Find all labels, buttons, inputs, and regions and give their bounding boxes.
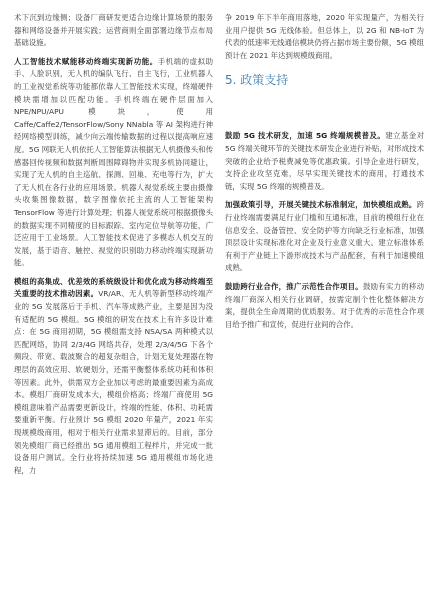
left-column (14, 12, 213, 584)
right-column (225, 12, 424, 584)
paragraph-body: 跨行业终端需要满足行业门槛和互通标准，目前的模组行业在信息安全、设备管控、安全防护等方向缺乏行业标准，加强顶层设计实现标准化对企业及行业意义重大。建立标准体系有利于产业链上下游形成技术与产品配套，有利于加速模组成熟。 (225, 200, 424, 273)
paragraph-body: VR/AR、无人机等新型移动终端产业的 5G 发展落后于手机、汽车等成熟产业，主要是因为没有适配的 5G 模组。5G 模组的研发在技术上有许多设计难点：在 5G 商用初期，5G 模组需支持 NSA/SA 两种模式以匹配网络，协同 2/3/4G 网络共存，处理 2/3/4/5G 下各个频段、带宽、载波聚合的超复杂组合，计划无复处理器在物理层的高效应用、软硬划分，还需平衡整体系统功耗和体积等因素。此外，供需双方企业加以考虑的最重要因素为高成本。模组厂商研发成本大，模组价格高；终端厂商使用 5G 模组意味着产品需要更新设计，终端的性能、体积、功耗需要重新平衡。行业预计 5G 模组 2020 年量产，2021 年实现规模级商用，相对于相关行业需求显滞后的。目前，部分领先模组厂商已经推出 5G 通用模组工程样片，并完成一批设备用户测试。全行业将持续加速 5G 通用模组市场化进程，力 (14, 289, 213, 475)
paragraph-lead: 鼓励跨行业合作，推广示范性合作项目。 (225, 281, 363, 291)
paragraph (225, 130, 424, 193)
paragraph-body: 争 2019 年下半年商用落地，2020 年实现量产，为相关行业用户提供 5G 无线体验。但总体上，以 2G 和 NB-IoT 为代表的低速率无线通信模块仍将占据市场主要份额，5G 模组预计在 2021 年达到规模级商用。 (225, 13, 424, 60)
paragraph-lead: 模组的高集成、优差效的系统级设计和优化成为移动终端至关重要的技术推动因素。 (14, 276, 213, 299)
paragraph-lead: 人工智能技术赋能移动终端实现新功能。 (14, 56, 158, 66)
paragraph (14, 12, 213, 50)
paragraph-body: 建立基金对 5G 终端关键环节的关键技术研发企业进行补贴，对形成技术突破的企业给予税费减免等优惠政策。引导企业进行研发，支持企业攻坚克难，尽早实现关键技术的商用，打通技术链，实现 5G 终端的规模普及。 (225, 131, 424, 191)
paragraph-body: 术下沉到边缘侧；设备厂商研发更适合边缘计算场景的服务器和网络设备并开展实践；运营商则全面部署边缘节点布局基础设施。 (14, 13, 213, 48)
paragraph (225, 199, 424, 275)
paragraph-lead: 鼓励 5G 技术研发，加速 5G 终端规模普及。 (225, 131, 386, 141)
paragraph-body: 手机端的虚拟助手、人脸识别，无人机的编队飞行、自主飞行，工业机器人的工业视觉系统等功能都依靠人工智能技术实现，终端硬件模块需增加以匹配功能。手机终端在硬件层面加入 NPE/NPU/APU 模块，使用 Caffe/Caffe2/TensorFlow/Sony NNabla 等 AI 架构进行神经网络模型训练，减少向云端传输数据的过程以提高响应速度。5G 网联无人机依托人工智能算法根据无人机摄像头和传感器回传视频和数据判断周围障碍物并实现多机协同避让，实现了无人机的自主巡航、探测、回巢、充电等行为，扩大了无人机在各行业的应用场景。机器人视觉系统主要由摄像头收集图像数据，数字图像依托主流的人工智能架构 TensorFlow 等进行计算处理；机器人视觉系统可根据摄像头的数据实现不同精度的目标跟踪、室内定位导航等功能，广泛应用于工业场景。人工智能技术促进了多模态人机交互的发展，基于语音、触控、视觉的识别助力移动终端实现新功能。 (14, 56, 213, 268)
paragraph (225, 281, 424, 331)
paragraph (14, 276, 213, 478)
paragraph (225, 12, 424, 62)
section-title: 5. 政策支持 (225, 73, 289, 88)
paragraph-lead: 加强政策引导，开展关键技术标准制定，加快模组成熟。 (225, 200, 417, 210)
paragraph (14, 56, 213, 270)
paragraph-body: 鼓励有实力的移动终端厂商深入相关行业调研，按需定制个性化整体解决方案，提供全生命周期的优质服务。对于优秀的示范性合作项目给予推广和宣传，促进行业间的合作。 (225, 281, 424, 329)
